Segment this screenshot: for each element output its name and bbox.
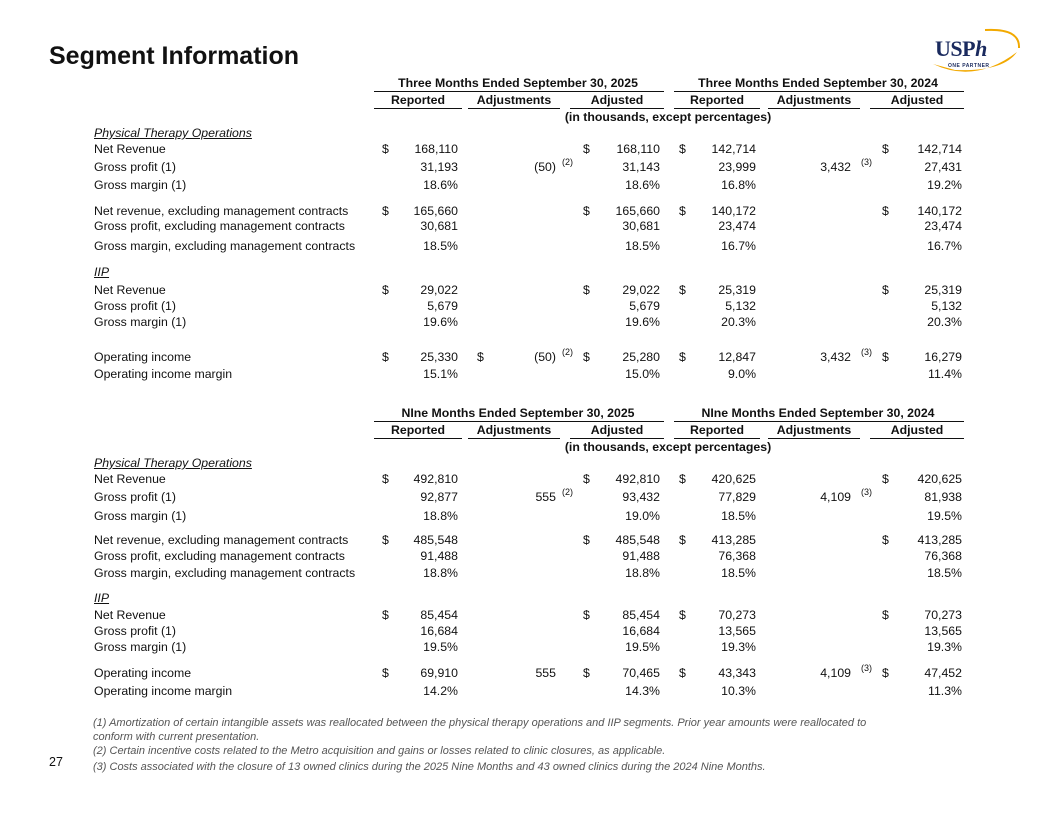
cell-adjusted-2024: 76,368 <box>924 549 962 563</box>
row-label: Gross profit (1) <box>94 490 176 504</box>
col-header-reported-2024: Reported <box>690 93 744 107</box>
col-header-reported-2024-rule <box>674 438 760 439</box>
cell-adjusted-2024: 27,431 <box>924 160 962 174</box>
period-rule-2025 <box>374 91 664 92</box>
cell-adjusted-2025: 29,022 <box>622 283 660 297</box>
period-rule-2024 <box>674 91 964 92</box>
cell-adjusted-2024: 20.3% <box>927 315 962 329</box>
currency-symbol: $ <box>679 666 686 680</box>
cell-adjusted-2025: 165,660 <box>615 204 660 218</box>
cell-reported-2025: 29,022 <box>420 283 458 297</box>
row-label: Gross profit, excluding management contracts <box>94 549 345 563</box>
logo-tagline: ONE PARTNER <box>948 63 990 69</box>
cell-reported-2025: 18.6% <box>423 178 458 192</box>
col-header-adjustments-2025-rule <box>468 108 560 109</box>
currency-symbol: $ <box>882 142 889 156</box>
cell-adjusted-2024: 81,938 <box>924 490 962 504</box>
cell-reported-2024: 18.5% <box>721 566 756 580</box>
cell-adjustments-2025: 555 <box>535 490 556 504</box>
cell-reported-2024: 43,343 <box>718 666 756 680</box>
currency-symbol: $ <box>477 350 484 364</box>
cell-reported-2025: 30,681 <box>420 219 458 233</box>
cell-adjusted-2025: 168,110 <box>616 142 660 156</box>
cell-adjusted-2025: 18.5% <box>625 239 660 253</box>
cell-reported-2025: 492,810 <box>413 472 458 486</box>
cell-adjusted-2025: 19.5% <box>625 640 660 654</box>
cell-adjustments-2025: (50) <box>534 160 556 174</box>
row-label: Net Revenue <box>94 472 166 486</box>
cell-reported-2025: 85,454 <box>420 608 458 622</box>
cell-reported-2025: 16,684 <box>420 624 458 638</box>
col-header-adjusted-2024-rule <box>870 438 964 439</box>
cell-reported-2024: 16.8% <box>721 178 756 192</box>
cell-adjusted-2025: 18.6% <box>625 178 660 192</box>
period-header-2025: NIne Months Ended September 30, 2025 <box>401 406 635 420</box>
cell-adjusted-2025: 93,432 <box>622 490 660 504</box>
currency-symbol: $ <box>882 283 889 297</box>
col-header-adjusted-2025: Adjusted <box>590 93 644 107</box>
cell-adjusted-2024: 19.2% <box>927 178 962 192</box>
cell-adjusted-2025: 15.0% <box>625 367 660 381</box>
cell-reported-2024: 76,368 <box>718 549 756 563</box>
cell-reported-2024: 9.0% <box>727 367 756 381</box>
cell-reported-2024: 77,829 <box>718 490 756 504</box>
row-label: Gross profit (1) <box>94 299 176 313</box>
period-header-2024: NIne Months Ended September 30, 2024 <box>701 406 935 420</box>
period-header-2024: Three Months Ended September 30, 2024 <box>698 76 938 90</box>
currency-symbol: $ <box>583 283 590 297</box>
cell-adjusted-2025: 91,488 <box>622 549 660 563</box>
cell-adjusted-2024: 5,132 <box>931 299 962 313</box>
row-label: Operating income <box>94 666 192 680</box>
cell-reported-2024: 20.3% <box>721 315 756 329</box>
cell-reported-2024: 70,273 <box>718 608 756 622</box>
units-note: (in thousands, except percentages) <box>564 440 772 454</box>
col-header-adjustments-2024: Adjustments <box>776 423 852 437</box>
cell-reported-2024: 12,847 <box>718 350 756 364</box>
row-label: Gross margin (1) <box>94 178 187 192</box>
currency-symbol: $ <box>679 533 686 547</box>
cell-reported-2024: 19.3% <box>721 640 756 654</box>
cell-reported-2025: 485,548 <box>413 533 458 547</box>
cell-reported-2025: 18.8% <box>423 509 458 523</box>
cell-reported-2024: 5,132 <box>725 299 756 313</box>
period-rule-2025 <box>374 421 664 422</box>
footnote-1-line-2: conform with current presentation. <box>93 731 260 743</box>
cell-adjusted-2024: 25,319 <box>924 283 962 297</box>
footnote-ref: (2) <box>562 157 573 167</box>
row-label: Net Revenue <box>94 608 166 622</box>
row-label: Operating income margin <box>94 367 233 381</box>
cell-adjustments-2024: 4,109 <box>820 666 851 680</box>
currency-symbol: $ <box>679 204 686 218</box>
cell-adjustments-2024: 4,109 <box>820 490 851 504</box>
cell-reported-2025: 18.8% <box>423 566 458 580</box>
currency-symbol: $ <box>382 533 389 547</box>
cell-adjusted-2025: 25,280 <box>622 350 660 364</box>
cell-adjustments-2025: 555 <box>535 666 556 680</box>
currency-symbol: $ <box>882 350 889 364</box>
currency-symbol: $ <box>382 472 389 486</box>
cell-reported-2025: 14.2% <box>423 684 458 698</box>
segment-header-physical-therapy: Physical Therapy Operations <box>94 126 252 140</box>
cell-adjusted-2024: 18.5% <box>927 566 962 580</box>
currency-symbol: $ <box>382 608 389 622</box>
cell-reported-2024: 18.5% <box>721 509 756 523</box>
col-header-adjusted-2025: Adjusted <box>590 423 644 437</box>
cell-adjusted-2024: 13,565 <box>924 624 962 638</box>
cell-reported-2024: 25,319 <box>718 283 756 297</box>
col-header-reported-2025: Reported <box>391 423 445 437</box>
cell-reported-2024: 13,565 <box>718 624 756 638</box>
currency-symbol: $ <box>583 350 590 364</box>
currency-symbol: $ <box>583 666 590 680</box>
currency-symbol: $ <box>583 533 590 547</box>
footnote-2: (2) Certain incentive costs related to the Metro acquisition and gains or losses related to clinic closures, as applicable. <box>93 745 666 757</box>
cell-reported-2025: 92,877 <box>420 490 458 504</box>
cell-adjusted-2025: 31,143 <box>622 160 660 174</box>
col-header-adjustments-2025: Adjustments <box>476 93 552 107</box>
cell-reported-2024: 142,714 <box>711 142 756 156</box>
cell-adjustments-2024: 3,432 <box>820 160 851 174</box>
currency-symbol: $ <box>679 472 686 486</box>
cell-adjusted-2024: 47,452 <box>924 666 962 680</box>
cell-reported-2025: 5,679 <box>427 299 458 313</box>
col-header-adjustments-2024-rule <box>768 438 860 439</box>
row-label: Gross profit, excluding management contracts <box>94 219 345 233</box>
col-header-adjusted-2024: Adjusted <box>890 423 944 437</box>
currency-symbol: $ <box>583 204 590 218</box>
cell-adjusted-2024: 142,714 <box>917 142 962 156</box>
cell-adjusted-2025: 19.0% <box>625 509 660 523</box>
cell-adjusted-2025: 485,548 <box>615 533 660 547</box>
cell-reported-2024: 10.3% <box>721 684 756 698</box>
footnote-ref: (3) <box>861 663 872 673</box>
cell-reported-2025: 18.5% <box>423 239 458 253</box>
period-header-2025: Three Months Ended September 30, 2025 <box>398 76 638 90</box>
currency-symbol: $ <box>882 204 889 218</box>
cell-adjusted-2024: 19.5% <box>927 509 962 523</box>
row-label: Gross profit (1) <box>94 624 176 638</box>
cell-adjusted-2024: 11.3% <box>928 684 962 698</box>
col-header-reported-2025-rule <box>374 438 462 439</box>
row-label: Gross margin (1) <box>94 509 187 523</box>
col-header-adjusted-2024-rule <box>870 108 964 109</box>
col-header-adjustments-2024-rule <box>768 108 860 109</box>
currency-symbol: $ <box>882 472 889 486</box>
row-label: Gross margin (1) <box>94 315 187 329</box>
currency-symbol: $ <box>382 350 389 364</box>
period-rule-2024 <box>674 421 964 422</box>
cell-adjusted-2025: 14.3% <box>625 684 660 698</box>
usph-logo-text: USPh <box>935 36 987 61</box>
cell-reported-2024: 420,625 <box>711 472 756 486</box>
cell-adjusted-2024: 16.7% <box>927 239 962 253</box>
footnote-ref: (3) <box>861 347 872 357</box>
currency-symbol: $ <box>382 666 389 680</box>
segment-header-physical-therapy: Physical Therapy Operations <box>94 456 252 470</box>
currency-symbol: $ <box>679 608 686 622</box>
cell-adjusted-2024: 23,474 <box>924 219 962 233</box>
row-label: Gross margin, excluding management contracts <box>94 239 356 253</box>
col-header-adjustments-2025-rule <box>468 438 560 439</box>
currency-symbol: $ <box>882 666 889 680</box>
footnote-ref: (3) <box>861 487 872 497</box>
currency-symbol: $ <box>679 350 686 364</box>
col-header-reported-2025: Reported <box>391 93 445 107</box>
cell-adjusted-2024: 19.3% <box>927 640 962 654</box>
cell-reported-2024: 23,474 <box>718 219 756 233</box>
cell-reported-2024: 16.7% <box>721 239 756 253</box>
currency-symbol: $ <box>382 283 389 297</box>
page-number: 27 <box>49 755 63 769</box>
row-label: Net revenue, excluding management contracts <box>94 204 349 218</box>
col-header-reported-2025-rule <box>374 108 462 109</box>
cell-adjustments-2024: 3,432 <box>820 350 851 364</box>
footnote-ref: (2) <box>562 347 573 357</box>
cell-reported-2025: 15.1% <box>423 367 458 381</box>
currency-symbol: $ <box>583 608 590 622</box>
cell-reported-2025: 165,660 <box>413 204 458 218</box>
cell-adjusted-2024: 16,279 <box>924 350 962 364</box>
row-label: Net Revenue <box>94 283 166 297</box>
cell-reported-2024: 23,999 <box>718 160 756 174</box>
row-label: Net revenue, excluding management contracts <box>94 533 349 547</box>
currency-symbol: $ <box>679 283 686 297</box>
footnote-ref: (2) <box>562 487 573 497</box>
row-label: Gross profit (1) <box>94 160 176 174</box>
cell-reported-2025: 168,110 <box>414 142 458 156</box>
footnote-1-line-1: (1) Amortization of certain intangible assets was reallocated between the physical therapy operations and IIP segments. Prior year amounts were reallocated to <box>93 717 867 729</box>
row-label: Operating income margin <box>94 684 233 698</box>
col-header-adjusted-2025-rule <box>570 108 664 109</box>
cell-adjusted-2025: 16,684 <box>622 624 660 638</box>
cell-reported-2024: 413,285 <box>711 533 756 547</box>
cell-reported-2025: 91,488 <box>420 549 458 563</box>
cell-reported-2025: 69,910 <box>420 666 458 680</box>
footnote-ref: (3) <box>861 157 872 167</box>
cell-adjusted-2025: 85,454 <box>622 608 660 622</box>
cell-adjustments-2025: (50) <box>534 350 556 364</box>
currency-symbol: $ <box>382 204 389 218</box>
currency-symbol: $ <box>882 608 889 622</box>
row-label: Gross margin (1) <box>94 640 187 654</box>
col-header-adjustments-2025: Adjustments <box>476 423 552 437</box>
row-label: Operating income <box>94 350 192 364</box>
currency-symbol: $ <box>382 142 389 156</box>
segment-header-iip: IIP <box>94 265 110 279</box>
col-header-reported-2024: Reported <box>690 423 744 437</box>
cell-adjusted-2025: 19.6% <box>625 315 660 329</box>
cell-adjusted-2025: 5,679 <box>629 299 660 313</box>
cell-adjusted-2024: 413,285 <box>917 533 962 547</box>
cell-adjusted-2024: 140,172 <box>917 204 962 218</box>
col-header-adjustments-2024: Adjustments <box>776 93 852 107</box>
cell-adjusted-2024: 420,625 <box>917 472 962 486</box>
row-label: Net Revenue <box>94 142 166 156</box>
cell-reported-2025: 31,193 <box>420 160 458 174</box>
cell-reported-2025: 25,330 <box>420 350 458 364</box>
currency-symbol: $ <box>882 533 889 547</box>
currency-symbol: $ <box>679 142 686 156</box>
page-title: Segment Information <box>49 42 300 70</box>
cell-reported-2025: 19.5% <box>423 640 458 654</box>
cell-reported-2024: 140,172 <box>711 204 756 218</box>
currency-symbol: $ <box>583 142 590 156</box>
col-header-reported-2024-rule <box>674 108 760 109</box>
units-note: (in thousands, except percentages) <box>564 110 772 124</box>
cell-reported-2025: 19.6% <box>423 315 458 329</box>
cell-adjusted-2025: 18.8% <box>625 566 660 580</box>
cell-adjusted-2024: 11.4% <box>928 367 962 381</box>
cell-adjusted-2025: 492,810 <box>615 472 660 486</box>
segment-header-iip: IIP <box>94 591 110 605</box>
cell-adjusted-2025: 30,681 <box>622 219 660 233</box>
cell-adjusted-2024: 70,273 <box>924 608 962 622</box>
col-header-adjusted-2025-rule <box>570 438 664 439</box>
currency-symbol: $ <box>583 472 590 486</box>
footnote-3: (3) Costs associated with the closure of 13 owned clinics during the 2025 Nine Months and 43 owned clinics during the 2024 Nine Months. <box>93 761 766 773</box>
cell-adjusted-2025: 70,465 <box>622 666 660 680</box>
row-label: Gross margin, excluding management contracts <box>94 566 356 580</box>
col-header-adjusted-2024: Adjusted <box>890 93 944 107</box>
